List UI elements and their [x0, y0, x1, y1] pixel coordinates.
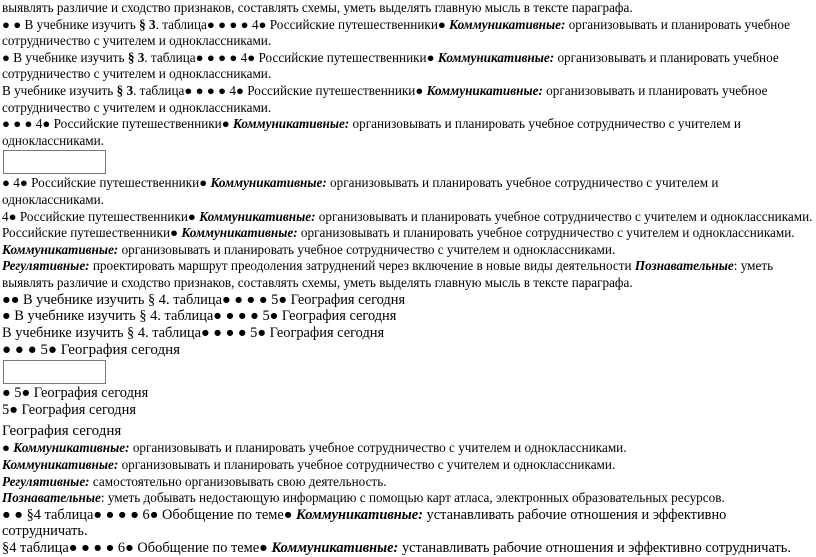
text-run: выявлять различие и сходство признаков, составлять схемы, уметь выделять главную мысль в тексте параграфа. — [2, 0, 633, 15]
text-run: организовывать и планировать учебное сотрудничество с учителем и одноклассниками. — [315, 208, 813, 224]
text-run: организовывать и планировать учебное сотрудничество с учителем и одноклассниками. — [118, 241, 616, 257]
emphasis-label: Коммуникативные: — [181, 225, 298, 241]
text-run: устанавливать рабочие отношения и эффективно сотрудничать. — [398, 540, 791, 557]
bold-text: § 3 — [139, 16, 156, 32]
text-run: ● — [2, 440, 14, 456]
emphasis-wrapper — [438, 50, 554, 65]
text-line — [2, 474, 814, 491]
text-run: : уметь добывать недостающую информацию с помощью карт атласа, электронных образовательных ресурсов. — [100, 490, 725, 506]
emphasis-wrapper — [2, 457, 118, 472]
text-run: ● В учебнике изучить — [2, 49, 128, 65]
text-line — [2, 341, 814, 359]
emphasis-wrapper — [635, 258, 734, 273]
emphasis-label: Коммуникативные: — [199, 208, 316, 224]
text-line — [2, 17, 814, 50]
text-run: организовывать и планировать учебное сотрудничество с учителем и одноклассниками. — [297, 225, 795, 241]
text-line — [2, 83, 814, 116]
text-run: организовывать и планировать учебное сотрудничество с учителем и одноклассниками. — [129, 440, 627, 456]
emphasis-wrapper — [449, 17, 565, 32]
emphasis-wrapper — [2, 258, 90, 273]
emphasis-label: Коммуникативные: — [437, 49, 555, 65]
emphasis-label: Познавательные — [634, 258, 734, 274]
empty-text-frame — [3, 150, 106, 174]
emphasis-wrapper — [271, 540, 398, 556]
text-run: организовывать и планировать учебное сотрудничество с учителем и одноклассниками. — [2, 49, 779, 82]
text-line — [2, 440, 814, 457]
emphasis-label: Коммуникативные: — [426, 82, 543, 98]
emphasis-wrapper — [210, 175, 326, 190]
text-run: самостоятельно организовывать свою деятельность. — [89, 473, 387, 489]
emphasis-wrapper — [2, 490, 101, 505]
text-run: . таблица● ● ● ● 4● Российские путешественники● — [144, 49, 438, 65]
text-run: организовывать и планировать учебное сотрудничество с учителем и одноклассниками. — [2, 82, 768, 115]
emphasis-label: Коммуникативные: — [210, 175, 327, 191]
text-run: организовывать и планировать учебное сотрудничество с учителем и одноклассниками. — [118, 457, 616, 473]
emphasis-wrapper — [233, 116, 349, 131]
text-line — [2, 225, 814, 242]
emphasis-wrapper — [427, 83, 543, 98]
text-line — [2, 175, 814, 208]
text-line — [2, 242, 814, 259]
text-run: В учебнике изучить § 4. таблица● ● ● ● 5● География сегодня — [2, 324, 385, 341]
text-run: ● ● ● 5● География сегодня — [2, 342, 181, 359]
text-run: ● ● В учебнике изучить — [2, 16, 140, 32]
text-run: ● 5● География сегодня — [2, 385, 149, 402]
text-line — [2, 422, 814, 440]
emphasis-label: Регулятивные: — [2, 473, 90, 489]
text-run: ●● В учебнике изучить § 4. таблица● ● ● ● 5● География сегодня — [2, 291, 406, 308]
text-line — [2, 50, 814, 83]
text-run: проектировать маршрут преодоления затруднений через включение в новые виды деятельности — [89, 258, 635, 274]
emphasis-wrapper — [296, 507, 423, 523]
text-line — [2, 457, 814, 474]
text-line — [2, 402, 814, 419]
emphasis-label: Коммуникативные: — [2, 457, 119, 473]
bold-text: § 3 — [127, 49, 145, 65]
emphasis-label: Коммуникативные: — [232, 116, 350, 132]
text-line — [2, 308, 814, 325]
emphasis-wrapper — [181, 225, 297, 240]
emphasis-label: Коммуникативные: — [271, 540, 399, 557]
text-run: ● 4● Российские путешественники● — [2, 175, 211, 191]
text-run: 4● Российские путешественники● — [2, 208, 200, 224]
text-run: организовывать и планировать учебное сотрудничество с учителем и одноклассниками. — [2, 175, 719, 207]
emphasis-wrapper — [13, 440, 129, 455]
text-line — [2, 507, 814, 540]
text-run: . таблица● ● ● ● 4● Российские путешественники● — [133, 82, 427, 98]
emphasis-label: Коммуникативные: — [449, 16, 566, 32]
text-run: §4 таблица● ● ● ● 6● Обобщение по теме● — [2, 540, 272, 557]
text-line — [2, 258, 814, 291]
text-run: В учебнике изучить — [2, 82, 117, 98]
text-run: Российские путешественники● — [2, 225, 182, 241]
text-run: организовывать и планировать учебное сотрудничество с учителем и одноклассниками. — [2, 16, 790, 49]
text-line — [2, 0, 814, 17]
emphasis-label: Коммуникативные: — [2, 241, 119, 257]
text-run: . таблица● ● ● ● 4● Российские путешественники● — [155, 16, 450, 32]
emphasis-label: Познавательные — [2, 490, 101, 506]
text-line — [2, 292, 814, 309]
text-line — [2, 209, 814, 226]
emphasis-wrapper — [199, 209, 315, 224]
text-run: ● В учебнике изучить § 4. таблица● ● ● ● 5● География сегодня — [2, 308, 397, 325]
emphasis-label: Коммуникативные: — [296, 506, 423, 523]
text-line — [2, 385, 814, 402]
bold-text: § 3 — [116, 82, 134, 98]
text-run: География сегодня — [2, 423, 122, 440]
text-run: 5● География сегодня — [2, 401, 136, 418]
emphasis-wrapper — [2, 474, 90, 489]
text-run: : уметь выявлять различие и сходство признаков, составлять схемы, уметь выделять главную мысль в тексте параграфа. — [2, 258, 774, 290]
emphasis-label: Регулятивные: — [2, 258, 90, 274]
text-run: организовывать и планировать учебное сотрудничество с учителем и одноклассниками. — [2, 116, 741, 148]
emphasis-label: Коммуникативные: — [13, 440, 130, 456]
text-line — [2, 116, 814, 149]
text-line — [2, 325, 814, 342]
text-run: устанавливать рабочие отношения и эффективно сотрудничать. — [2, 506, 727, 540]
emphasis-wrapper — [2, 242, 118, 257]
text-run: ● ● §4 таблица● ● ● ● 6● Обобщение по теме● — [2, 506, 297, 523]
empty-text-frame — [3, 360, 106, 384]
text-line — [2, 490, 814, 507]
text-line — [2, 540, 814, 557]
text-run: ● ● ● 4● Российские путешественники● — [2, 116, 233, 132]
